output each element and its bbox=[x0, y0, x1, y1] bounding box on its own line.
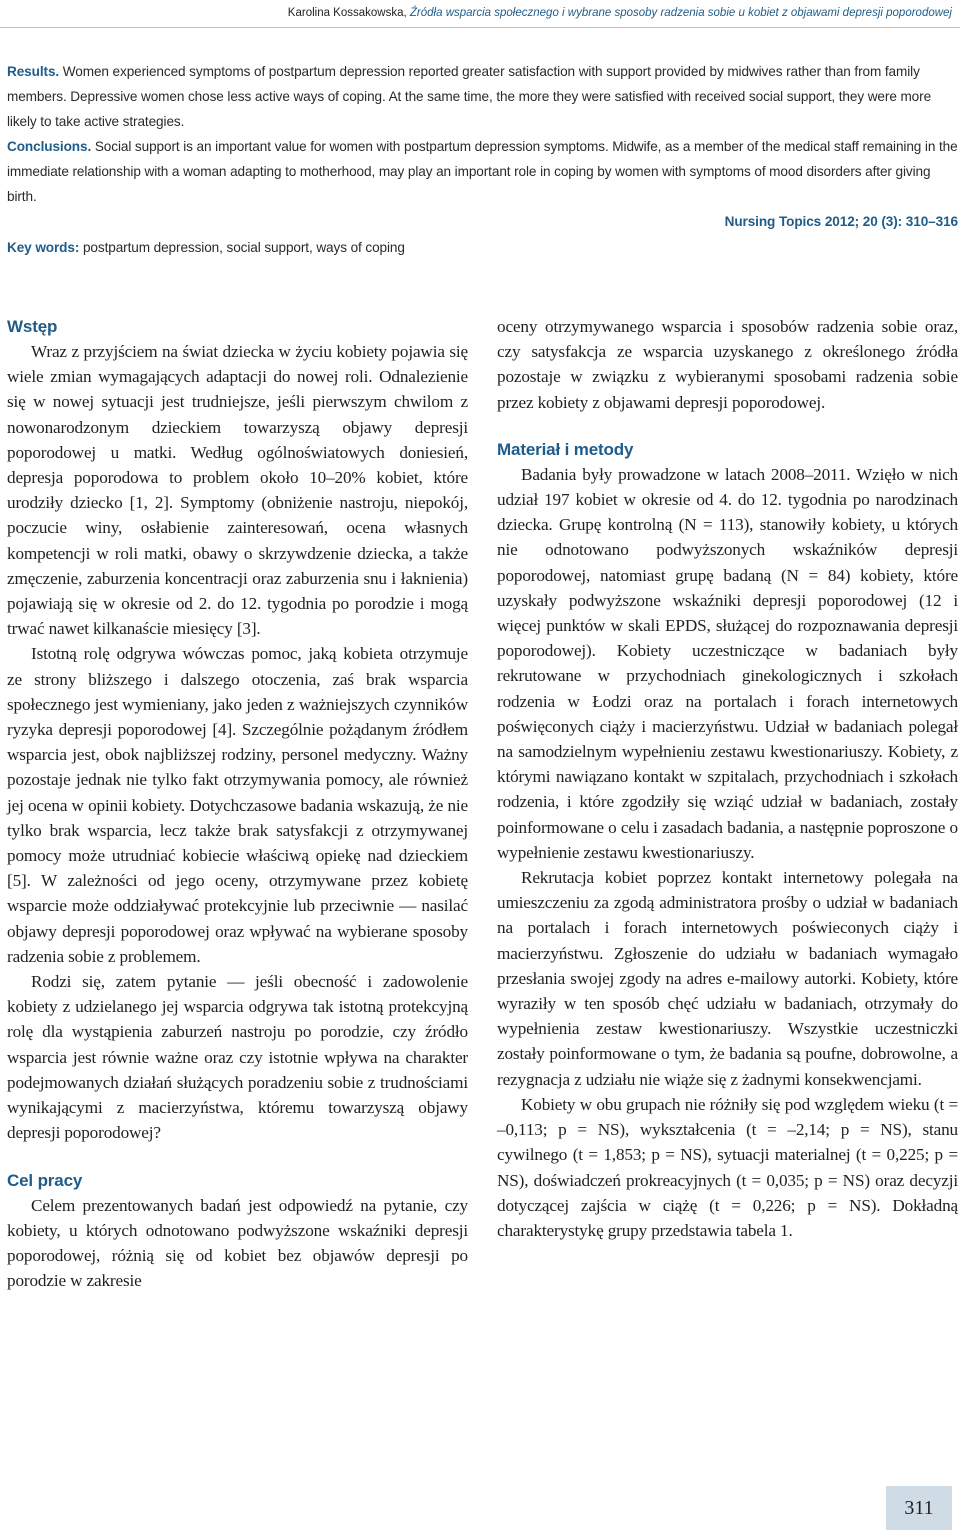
paragraph: Celem prezentowanych badań jest odpowiedź na pytanie, czy kobiety, u których odnotowano podwyższone wskaźniki depresji poporodowej, różnią się od kobiet bez objawów depresji po porodzie w zakresie bbox=[7, 1195, 468, 1291]
section-spacer bbox=[7, 1146, 468, 1168]
right-column bbox=[497, 314, 958, 1243]
section-spacer bbox=[497, 415, 958, 437]
abstract bbox=[7, 59, 958, 260]
results-label: Results. bbox=[7, 64, 60, 79]
citation-line bbox=[7, 209, 958, 234]
keywords-text: postpartum depression, social support, ways of coping bbox=[79, 240, 405, 255]
paragraph: oceny otrzymywanego wsparcia i sposobów radzenia sobie oraz, czy satysfakcja ze wsparcia uzyskanego z określonego źródła pozostaje w związku z wybieranymi sposobami radzenia sobie przez kobiety z objawami depresji poporodowej. bbox=[497, 317, 958, 412]
abstract-keywords bbox=[7, 235, 958, 260]
paragraph: Kobiety w obu grupach nie różniły się pod względem wieku (t = –0,113; p = NS), wykształcenia (t = –2,14; p = NS), stanu cywilnego (t = 1,853; p = NS), sytuacji materialnej (t = 0,225; p = NS), doświadczeń prokreacyjnych (t = 0,035; p = NS) oraz decyzji dotyczącej zajścia w ciążę (t = 0,226; p = NS). Dokładną charakterystykę grupy przedstawia tabela 1. bbox=[497, 1094, 958, 1240]
conclusions-label: Conclusions. bbox=[7, 139, 92, 154]
left-column bbox=[7, 314, 468, 1293]
abstract-conclusions bbox=[7, 134, 958, 209]
paragraph: Badania były prowadzone w latach 2008–2011. Wzięło w nich udział 197 kobiet w okresie od 4. do 12. tygodnia po narodzinach dziecka. Grupę kontrolną (N = 113), stanowiły kobiety, u których nie odnotowano podwyższonych wskaźników depresji poporodowej, natomiast grupę badaną (N = 84) kobiety, które uzyskały podwyższone wskaźniki depresji poporodowej (12 i więcej punktów w skali EPDS, służącej do rozpoznawania depresji poporodowej). Kobiety uczestniczące w badaniach były rekrutowane w przychodniach ginekologicznych i szkołach rodzenia w Łodzi oraz na portalach i forach internetowych poświęconych ciąży i macierzyństwu. Udział w badaniach polegał na samodzielnym wypełnieniu zestawu kwestionariuszy. Kobiety, z którymi nawiązano kontakt w szpitalach, przychodniach i szkołach rodzenia, i które zgodziły się wziąć udział w badaniach, zostały poinformowane o celu i zasadach badania, a następnie poproszone o wypełnienie zestawu kwestionariuszy. bbox=[497, 464, 958, 862]
section-heading-wstep: Wstęp bbox=[7, 317, 58, 336]
conclusions-text: Social support is an important value for women with postpartum depression symptoms. Midwife, as a member of the medical staff remaining in the immediate relationship with a woman adapting to motherhood, may play an important role in coping by women with symptoms of mood disorders after giving birth. bbox=[7, 139, 958, 204]
keywords-label: Key words: bbox=[7, 240, 80, 255]
header-title: Źródła wsparcia społecznego i wybrane sposoby radzenia sobie u kobiet z objawami depresji poporodowej bbox=[409, 7, 952, 19]
paragraph: Istotną rolę odgrywa wówczas pomoc, jaką kobieta otrzymuje ze strony bliższego i dalszego otoczenia, zaś brak wsparcia społecznego jest wymieniany, jako jeden z ważniejszych czynników ryzyka depresji poporodowej [4]. Szczególnie pożądanym źródłem wsparcia jest, obok najbliższej rodziny, personel medyczny. Ważny pozostaje jednak nie tylko fakt otrzymywania pomocy, ale również jej ocena w opinii kobiety. Dotychczasowe badania wskazują, że nie tylko brak wsparcia, lecz także brak satysfakcji z otrzymywanej pomocy może utrudniać kobiecie właściwą opiekę nad dzieckiem [5]. W zależności od jego oceny, otrzymywane przez kobietę wsparcie może oddziaływać protekcyjnie lub przeciwnie — nasilać objawy depresji poporodowej oraz wpływać na wybierane sposoby radzenia sobie z problemem. bbox=[7, 644, 468, 966]
paragraph: Rodzi się, zatem pytanie — jeśli obecność i zadowolenie kobiety z udzielanego jej wsparcia odgrywa tak istotną protekcyjną rolę dla wystąpienia zaburzeń nastroju po porodzie, czy źródło wsparcia jest równie ważne oraz czy istotnie wpływa na charakter podejmowanych działań służących poradzeniu sobie z trudnościami wynikającymi z macierzyństwa, któremu towarzyszą objawy depresji poporodowej? bbox=[7, 972, 468, 1143]
page-number: 311 bbox=[886, 1486, 952, 1530]
running-head bbox=[0, 0, 960, 28]
paragraph: Wraz z przyjściem na świat dziecka w życiu kobiety pojawia się wiele zmian wymagających adaptacji do nowej roli. Odnalezienie się w nowej sytuacji jest trudniejsze, jeśli pierwszym chwilom z nowonarodzonym dzieckiem towarzyszą objawy depresji poporodowej u matki. Według ogólnoświatowych doniesień, depresja poporodowa to problem około 10–20% kobiet, które urodziły dziecko [1, 2]. Symptomy (obniżenie nastroju, niepokój, poczucie winy, osłabienie zainteresowań, ocena własnych kompetencji w roli matki, obawy o skrzywdzenie dziecka, a także zmęczenie, zaburzenia koncentracji oraz zaburzenia snu i łaknienia) pojawiają się w okresie od 2. do 12. tygodnia po porodzie i mogą trwać nawet kilkanaście miesięcy [3]. bbox=[7, 342, 468, 639]
abstract-results bbox=[7, 59, 958, 134]
results-text: Women experienced symptoms of postpartum depression reported greater satisfaction with support provided by midwives rather than from family members. Depressive women chose less active ways of coping. At the same time, the more they were satisfied with received social support, they were more likely to take active strategies. bbox=[7, 64, 932, 129]
section-heading-cel: Cel pracy bbox=[7, 1170, 83, 1190]
paragraph: Rekrutacja kobiet poprzez kontakt internetowy polegała na umieszczeniu za zgodą administratora prośby o udział w badaniach na portalach i forach internetowych poświeconych ciąży i macierzyństwu. Zgłoszenie do udziału w badaniach wymagało przesłania swojej zgody na adres e-mailowy autorki. Kobiety, które wyraziły w ten sposób chęć udziału w badaniach, otrzymały do wypełnienia zestaw kwestionariuszy. Wszystkie uczestniczki zostały poinformowane o tym, że badania są poufne, dobrowolne, a rezygnacja z udziału nie wiąże się z żadnymi konsekwencjami. bbox=[497, 868, 958, 1089]
section-heading-material: Materiał i metody bbox=[497, 439, 634, 459]
citation: Nursing Topics 2012; 20 (3): 310–316 bbox=[724, 214, 958, 229]
header-author: Karolina Kossakowska, bbox=[287, 7, 407, 19]
